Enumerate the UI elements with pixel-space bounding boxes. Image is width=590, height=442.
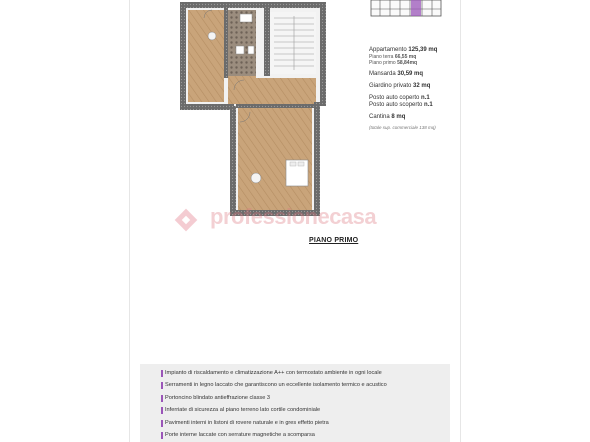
bullet-bar	[161, 420, 163, 427]
feature-item: Impianto di riscaldamento e climatizzazione A++ con termostato ambiente in ogni locale	[140, 368, 450, 380]
spec-piano-primo: Piano primo 58,84mq	[369, 60, 418, 66]
spec-giardino: Giardino privato 32 mq	[369, 83, 431, 89]
spec-total-note: (totale sup. commerciale 138 mq)	[369, 125, 436, 130]
features-panel	[140, 364, 450, 442]
plan-title: PIANO PRIMO	[309, 237, 359, 244]
spec-cantina: Cantina 8 mq	[369, 114, 406, 120]
bullet-bar	[161, 370, 163, 377]
spec-appartamento: Appartamento 125,39 mq	[369, 47, 438, 53]
bullet-bar	[161, 395, 163, 402]
feature-item: Pavimenti interni in listoni di rovere naturale e in gres effetto pietra	[140, 418, 450, 430]
surface-specs	[369, 47, 459, 131]
feature-item: Inferriate di sicurezza al piano terreno lato cortile condominiale	[140, 405, 450, 417]
bullet-bar	[161, 382, 163, 389]
watermark-text: professionecasa	[210, 204, 377, 229]
feature-item: Serramenti in legno laccato che garantiscono un eccellente isolamento termico e acustico	[140, 380, 450, 392]
spec-piano-terra: Piano terra 66,55 mq	[369, 54, 417, 60]
bullet-bar	[161, 432, 163, 439]
spec-mansarda: Mansarda 30,59 mq	[369, 71, 424, 77]
bullet-bar	[161, 407, 163, 414]
spec-posto-scoperto: Posto auto scoperto n.1	[369, 102, 433, 108]
feature-item: Porte interne laccate con serrature magnetiche a scomparsa	[140, 430, 450, 442]
building-minimap	[370, 0, 442, 18]
spec-posto-coperto: Posto auto coperto n.1	[369, 95, 430, 101]
floor-plan	[174, 0, 330, 232]
feature-item: Portoncino blindato antieffrazione classe 3	[140, 393, 450, 405]
